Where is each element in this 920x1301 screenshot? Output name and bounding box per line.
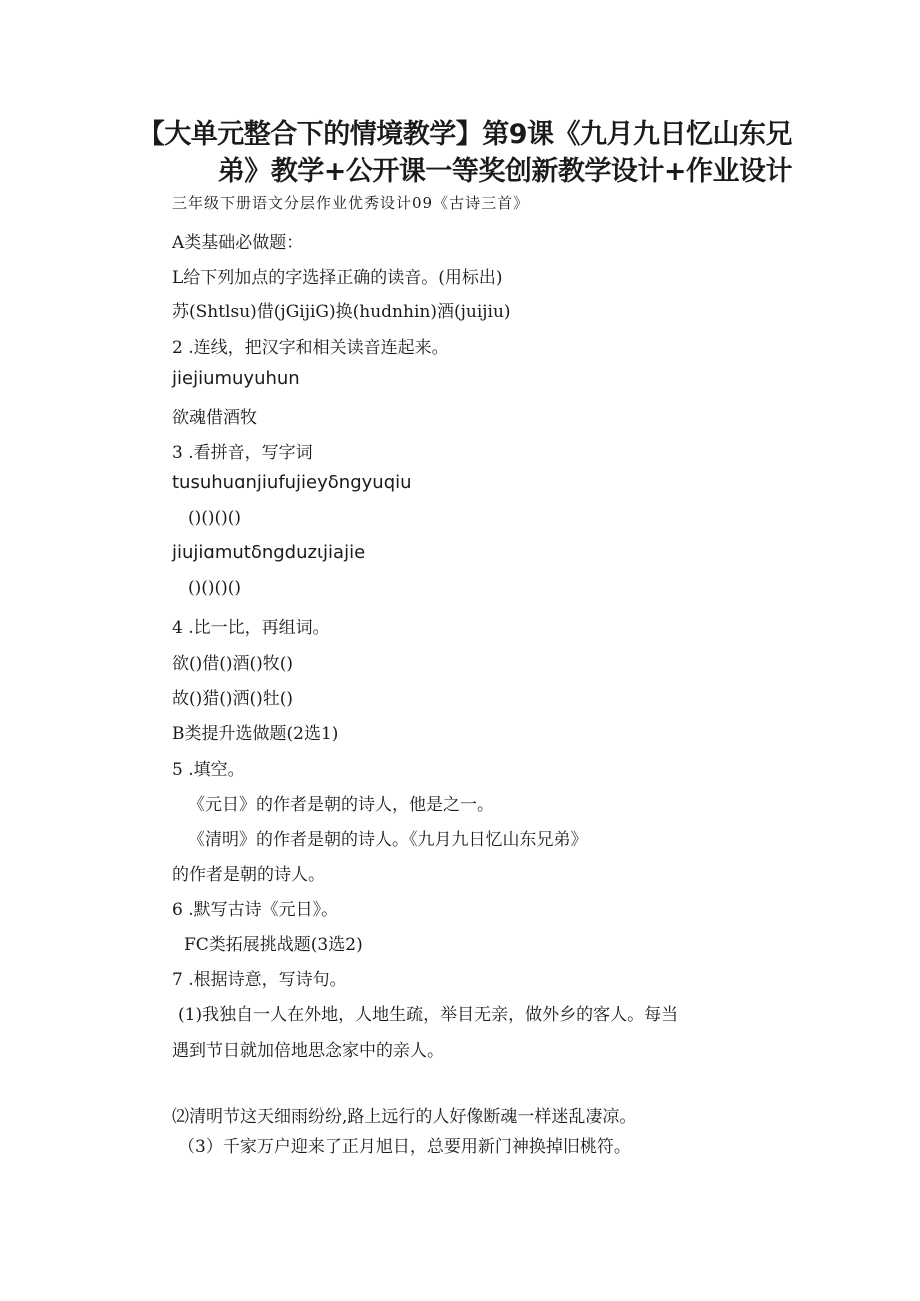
question-5-line-2: 《清明》的作者是朝的诗人。《九月九日忆山东兄弟》 [188, 830, 588, 850]
question-2-characters: 欲魂借酒牧 [172, 408, 257, 428]
question-3-pinyin-row-1: tusuhuɑnjiufujieyδngyuqiu [172, 472, 412, 493]
question-2-pinyin: jiejiumuyuhun [172, 368, 300, 389]
question-7: 7 .根据诗意，写诗句。 [172, 970, 347, 990]
question-5: 5 .填空。 [172, 760, 245, 780]
question-3: 3 .看拼音，写字词 [172, 443, 313, 463]
question-7-item-1-line-1: (1)我独自一人在外地，人地生疏，举目无亲，做外乡的客人。每当 [178, 1005, 679, 1025]
worksheet-subtitle: 三年级下册语文分层作业优秀设计09《古诗三首》 [172, 194, 530, 212]
question-2: 2 .连线，把汉字和相关读音连起来。 [172, 338, 449, 358]
question-3-pinyin-row-2: jiujiɑmutδngduzιjiajie [172, 542, 366, 563]
question-5-line-1: 《元日》的作者是朝的诗人，他是之一。 [188, 795, 494, 815]
title-line-1: 【大单元整合下的情境教学】第9课《九月九日忆山东兄 [137, 119, 792, 150]
question-3-blanks-row-1: ()()()() [188, 508, 242, 528]
question-6: 6 .默写古诗《元日》。 [172, 900, 339, 920]
title-line-2: 弟》教学+公开课一等奖创新教学设计+作业设计 [217, 156, 792, 187]
question-1-options: 苏(Shtlsu)借(jGijiG)换(hudnhin)酒(juijiu) [172, 302, 511, 322]
question-4-row-1: 欲()借()酒()牧() [172, 654, 294, 674]
question-7-item-1-line-2: 遇到节日就加倍地思念家中的亲人。 [172, 1041, 444, 1061]
question-4-row-2: 故()猎()洒()牡() [172, 689, 294, 709]
question-3-blanks-row-2: ()()()() [188, 578, 242, 598]
section-c-heading: FC类拓展挑战题(3选2) [184, 935, 363, 955]
question-4: 4 .比一比，再组词。 [172, 618, 330, 638]
section-b-heading: B类提升选做题(2选1) [172, 724, 339, 744]
question-7-item-3: （3）千家万户迎来了正月旭日，总要用新门神换掉旧桃符。 [178, 1137, 631, 1157]
question-5-line-3: 的作者是朝的诗人。 [172, 865, 325, 885]
section-a-heading: A类基础必做题： [172, 233, 304, 253]
question-1: L给下列加点的字选择正确的读音。(用标出) [172, 268, 503, 288]
question-7-item-2: ⑵清明节这天细雨纷纷,路上远行的人好像断魂一样迷乱凄凉。 [172, 1107, 637, 1127]
